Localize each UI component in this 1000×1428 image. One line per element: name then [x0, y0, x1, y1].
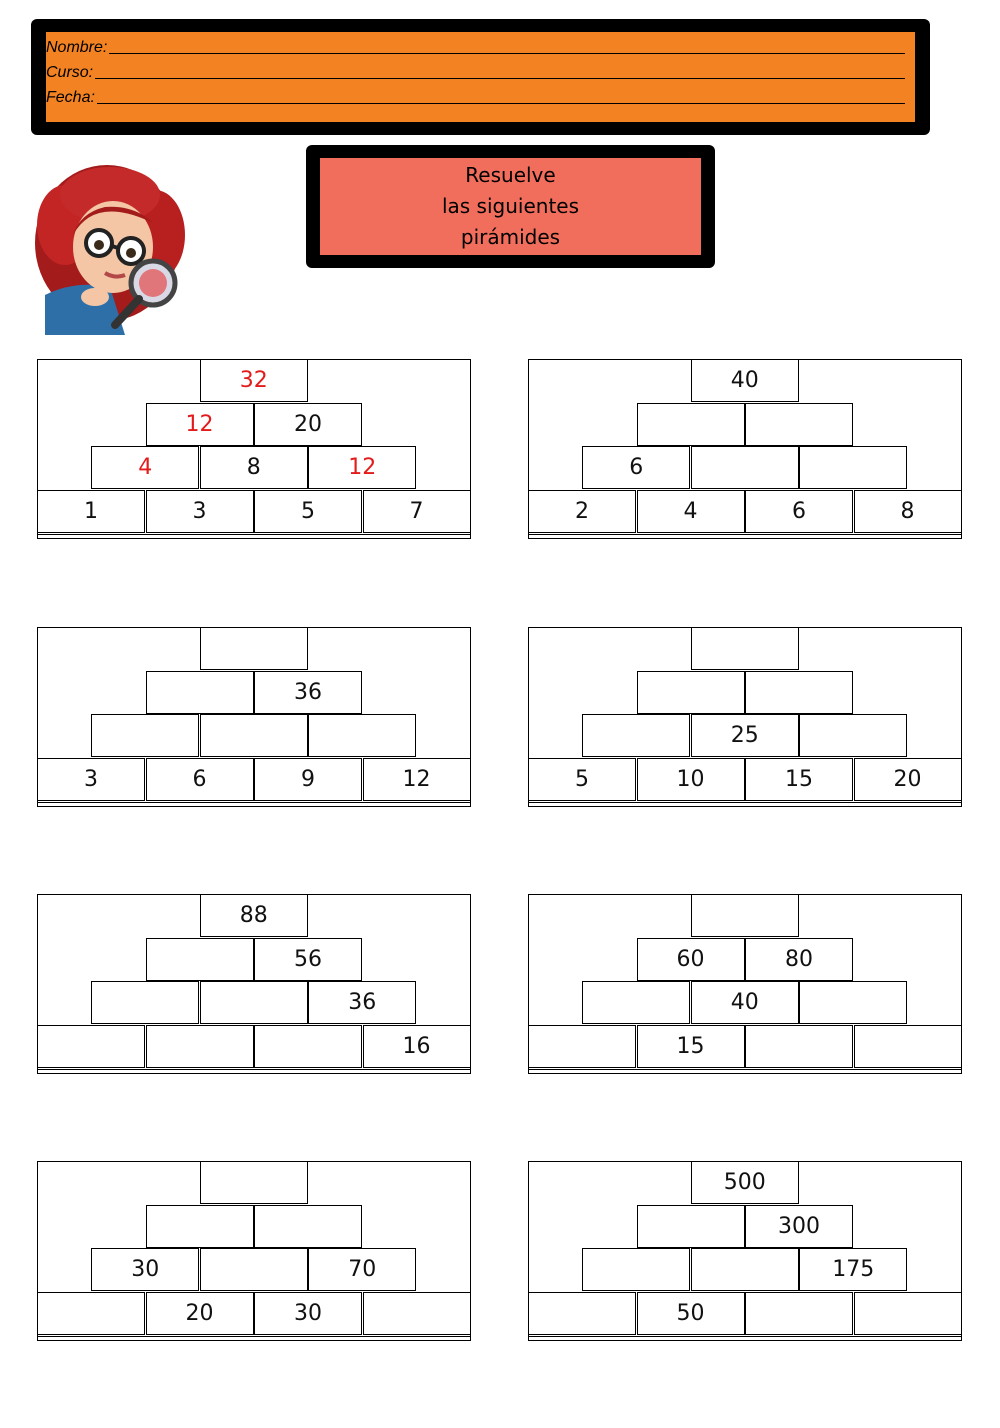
pyramid-brick: 60	[637, 938, 745, 981]
pyramid-brick[interactable]	[200, 1161, 308, 1204]
pyramid-brick: 10	[637, 758, 745, 801]
pyramid-6	[528, 894, 962, 1074]
pyramid-brick: 9	[254, 758, 362, 801]
pyramid-brick[interactable]	[691, 446, 799, 489]
nombre-field[interactable]	[46, 35, 905, 59]
pyramid-brick[interactable]	[691, 627, 799, 670]
pyramid-brick[interactable]	[745, 1025, 853, 1068]
pyramid-brick: 20	[254, 403, 362, 446]
pyramid-brick[interactable]	[363, 1292, 471, 1335]
pyramid-brick[interactable]	[146, 1025, 254, 1068]
pyramid-brick: 40	[691, 981, 799, 1024]
instruction-line-2: las siguientes	[441, 194, 580, 218]
pyramid-brick: 36	[308, 981, 416, 1024]
pyramid-brick: 12	[363, 758, 471, 801]
pyramid-brick[interactable]	[200, 981, 308, 1024]
pyramid-1	[37, 359, 471, 539]
fecha-field[interactable]	[46, 85, 905, 109]
student-info-panel	[46, 32, 915, 122]
pyramid-brick: 3	[146, 490, 254, 533]
pyramid-brick[interactable]	[799, 981, 907, 1024]
pyramid-brick: 88	[200, 894, 308, 937]
pyramid-brick[interactable]	[200, 627, 308, 670]
pyramid-brick[interactable]	[254, 1025, 362, 1068]
pyramid-3	[37, 627, 471, 807]
pyramid-brick[interactable]	[582, 981, 690, 1024]
pyramid-brick: 20	[146, 1292, 254, 1335]
instruction-panel	[320, 158, 701, 255]
pyramid-brick[interactable]	[637, 671, 745, 714]
pyramid-brick[interactable]	[37, 1025, 145, 1068]
pyramid-brick: 30	[254, 1292, 362, 1335]
pyramid-5	[37, 894, 471, 1074]
pyramid-brick: 6	[146, 758, 254, 801]
pyramid-brick: 1	[37, 490, 145, 533]
pyramid-brick: 56	[254, 938, 362, 981]
pyramid-brick: 30	[91, 1248, 199, 1291]
pyramid-8	[528, 1161, 962, 1341]
pyramid-brick: 2	[528, 490, 636, 533]
pyramid-brick: 4	[637, 490, 745, 533]
pyramid-brick[interactable]	[854, 1292, 962, 1335]
pyramid-brick: 4	[91, 446, 199, 489]
pyramid-brick: 7	[363, 490, 471, 533]
pyramid-brick: 6	[582, 446, 690, 489]
pyramid-brick: 8	[854, 490, 962, 533]
pyramid-brick: 175	[799, 1248, 907, 1291]
pyramid-brick: 40	[691, 359, 799, 402]
pyramid-brick: 70	[308, 1248, 416, 1291]
pyramid-brick: 36	[254, 671, 362, 714]
pyramid-brick[interactable]	[528, 1292, 636, 1335]
teacher-avatar-image	[35, 165, 187, 335]
pyramid-brick[interactable]	[200, 714, 308, 757]
instruction-box	[306, 145, 715, 268]
pyramid-brick: 500	[691, 1161, 799, 1204]
pyramid-brick[interactable]	[799, 446, 907, 489]
instruction-line-1: Resuelve	[465, 163, 556, 187]
pyramid-brick: 80	[745, 938, 853, 981]
pyramid-brick[interactable]	[745, 671, 853, 714]
pyramid-brick: 50	[637, 1292, 745, 1335]
pyramid-7	[37, 1161, 471, 1341]
pyramid-brick: 5	[254, 490, 362, 533]
pyramid-brick[interactable]	[91, 714, 199, 757]
pyramid-brick[interactable]	[745, 1292, 853, 1335]
pyramid-brick: 6	[745, 490, 853, 533]
pyramid-brick[interactable]	[37, 1292, 145, 1335]
pyramid-brick: 15	[745, 758, 853, 801]
pyramid-brick[interactable]	[146, 671, 254, 714]
pyramid-brick: 8	[200, 446, 308, 489]
curso-label: Curso:	[46, 64, 94, 81]
pyramid-brick[interactable]	[528, 1025, 636, 1068]
fecha-label: Fecha:	[46, 89, 95, 106]
pyramid-brick[interactable]	[691, 1248, 799, 1291]
pyramid-brick[interactable]	[308, 714, 416, 757]
pyramid-brick[interactable]	[745, 403, 853, 446]
pyramid-brick: 300	[745, 1205, 853, 1248]
pyramid-2	[528, 359, 962, 539]
pyramid-brick[interactable]	[637, 403, 745, 446]
fecha-line[interactable]	[97, 103, 905, 104]
pyramid-brick[interactable]	[91, 981, 199, 1024]
student-info-header	[31, 19, 930, 135]
pyramid-brick: 20	[854, 758, 962, 801]
pyramid-brick[interactable]	[254, 1205, 362, 1248]
nombre-line[interactable]	[109, 53, 905, 54]
curso-field[interactable]	[46, 60, 905, 84]
instruction-line-3: pirámides	[460, 225, 561, 249]
pyramid-brick: 12	[146, 403, 254, 446]
pyramid-brick: 3	[37, 758, 145, 801]
pyramid-brick[interactable]	[799, 714, 907, 757]
pyramid-brick[interactable]	[146, 938, 254, 981]
pyramid-brick: 15	[637, 1025, 745, 1068]
pyramid-brick: 5	[528, 758, 636, 801]
pyramid-brick[interactable]	[582, 714, 690, 757]
pyramid-brick: 16	[363, 1025, 471, 1068]
pyramid-brick[interactable]	[582, 1248, 690, 1291]
pyramid-brick: 25	[691, 714, 799, 757]
pyramid-brick[interactable]	[637, 1205, 745, 1248]
pyramid-brick[interactable]	[146, 1205, 254, 1248]
nombre-label: Nombre:	[46, 39, 108, 56]
pyramid-brick[interactable]	[200, 1248, 308, 1291]
pyramid-brick: 32	[200, 359, 308, 402]
pyramid-brick[interactable]	[854, 1025, 962, 1068]
pyramid-brick: 12	[308, 446, 416, 489]
pyramid-4	[528, 627, 962, 807]
curso-line[interactable]	[95, 78, 905, 79]
pyramid-brick[interactable]	[691, 894, 799, 937]
